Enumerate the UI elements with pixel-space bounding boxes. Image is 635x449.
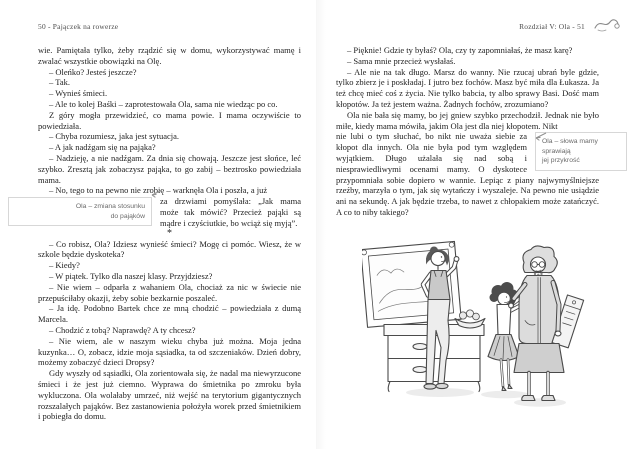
left-page-text <box>38 45 301 422</box>
dialogue-line: – Nie wiem, ale w naszym wieku chyba już można. Moja jedna kuzynka… O, zobacz, idzie moja sąsiadka, ta od szczeniaków. Dzień dobry, możemy zobaczyć dzieci Dropsy? <box>38 335 301 368</box>
paragraph: Gdy wyszły od sąsiadki, Ola zorientowała się, że nadal ma niewyrzucone śmieci i że jest już ciemno. Wyprawa do śmietnika po zmroku była wykluczona. Ola wolałaby umrzeć, niż wejść na terytorium gigantycznych rozszalałych pająków. Bez zastanowienia położyła worek przed śmietnikiem i pobiegła do domu. <box>38 368 301 422</box>
dialogue-line: – Chyba rozumiesz, jaka jest sytuacja. <box>49 131 180 142</box>
dialogue-line: – Tak. <box>49 77 70 88</box>
dialogue-line: – Nie wiem – odparła z wahaniem Ola, chociaż za nic w świecie nie przepuściłaby okazji, żeby sobie bezkarnie poszaleć. <box>38 281 301 303</box>
paragraph-with-margin-note <box>336 131 599 217</box>
dialogue-line: – Ale to kolej Baśki – zaprotestowała Ola, sama nie wiedząc po co. <box>49 98 278 109</box>
dialogue-line: – Co robisz, Ola? Idziesz wynieść śmieci? Mogę ci pomóc. Wiesz, że w szkole będzie dyskoteka? <box>38 238 301 260</box>
scene-break-asterisk: * <box>167 227 172 239</box>
margin-note-right <box>535 132 627 170</box>
left-running-header: 50 - Pajączek na rowerze <box>38 22 119 31</box>
dialogue-line: – Oleńko? Jesteś jeszcze? <box>49 66 137 77</box>
chapter-ornament-icon <box>593 14 621 34</box>
dialogue-line: – Chodzić z tobą? Naprawdę? A ty chcesz? <box>49 324 196 335</box>
note-leader-arrow-icon <box>531 131 548 141</box>
story-illustration <box>362 240 590 420</box>
dialogue-line: – A jak nadźgam się na pająka? <box>49 142 156 153</box>
page-gutter <box>316 0 326 449</box>
right-running-header: Rozdział V: Ola - 51 <box>519 22 585 31</box>
dialogue-line: – Wynieś śmieci. <box>49 88 108 99</box>
margin-note-text: Ola – słowa mamy sprawiają <box>542 138 598 155</box>
paragraph: za drzwiami pomyślała: „Jak mama może tak mówić? Przecież pająki są mądre i czyściutkie, bo wciąż się myją”. <box>160 196 301 228</box>
note-leader-arrow-icon <box>147 188 164 198</box>
margin-note-text: do pająków <box>110 212 145 220</box>
paragraph: wie. Pamiętała tylko, żeby rządzić się w domu, wykorzystywać mamę i zwalać wszystkie obowiązki na Olę. <box>38 45 301 66</box>
paragraph-with-margin-note <box>38 196 301 228</box>
margin-note-left <box>8 197 152 226</box>
dialogue-line: – Pięknie! Gdzie ty byłaś? Ola, czy ty zapomniałaś, że masz karę? <box>347 45 573 55</box>
grandma-figure <box>509 246 584 401</box>
dialogue-line: – Nadzieję, a nie nadźgam. Za dnia się chowają. Jeszcze jest słońce, leć szybko. Zresztą jak zobaczysz pająka, to go zabij – beztrosko powiedziała mama. <box>38 152 301 185</box>
paragraph: nie lubi o tym słuchać, bo nikt nie uważa siebie za kłopot dla innych. Ola nie była pod tym względem wyjątkiem. Długo użalała się nad sobą i niesprawiedliwymi ocenami mamy. O dyskotece przypomniała sobie dopiero w wannie. Lepiąc z piany najwymyślniejsze rzeźby, marzyła o tym, jak się wytańczy i wyszaleje. Na pewno nie usiądzie ani na sekundę. A jak będzie trzeba, to nawet z chłopakiem może zatańczyć. A co to niby takiego? <box>336 131 599 217</box>
dialogue-line: – No, tego to na pewno nie zrobię – warknęła Ola i poszła, a już <box>49 185 268 196</box>
paragraph: Ola nie bała się mamy, bo jej gniew szybko przechodził. Jednak nie było miłe, kiedy mama mówiła, jakim Ola jest dla niej kłopotem. Nikt <box>336 109 599 131</box>
dialogue-line: – Sama mnie przecież wysłałaś. <box>347 55 456 66</box>
paragraph: Z góry mogła przewidzieć, co mama powie. I mama oczywiście to powiedziała. <box>38 109 301 131</box>
dialogue-line: – W piątek. Tylko dla naszej klasy. Przyjdziesz? <box>49 270 213 281</box>
dialogue-line: – Ale nie na tak długo. Marsz do wanny. Nie rzucaj ubrań byle gdzie, tylko zbierz je i poskładaj. I jutro bez fochów. Masz być miła dla Łukasza. Ja też chcę mieć coś z życia. Nie tylko babcia, ty albo sprawy Basi. Dość mam kłopotów. Ja też jestem ważna. Żadnych fochów, zrozumiano? <box>336 66 599 109</box>
right-page-text <box>336 45 599 218</box>
margin-note-text: jej przykrość <box>542 157 580 165</box>
dialogue-line: – Kiedy? <box>49 260 80 271</box>
dialogue-line: – Ja idę. Podobno Bartek chce ze mną chodzić – powiedziała z dumą Marcela. <box>38 303 301 325</box>
margin-note-text: Ola – zmiana stosunku <box>75 203 145 211</box>
